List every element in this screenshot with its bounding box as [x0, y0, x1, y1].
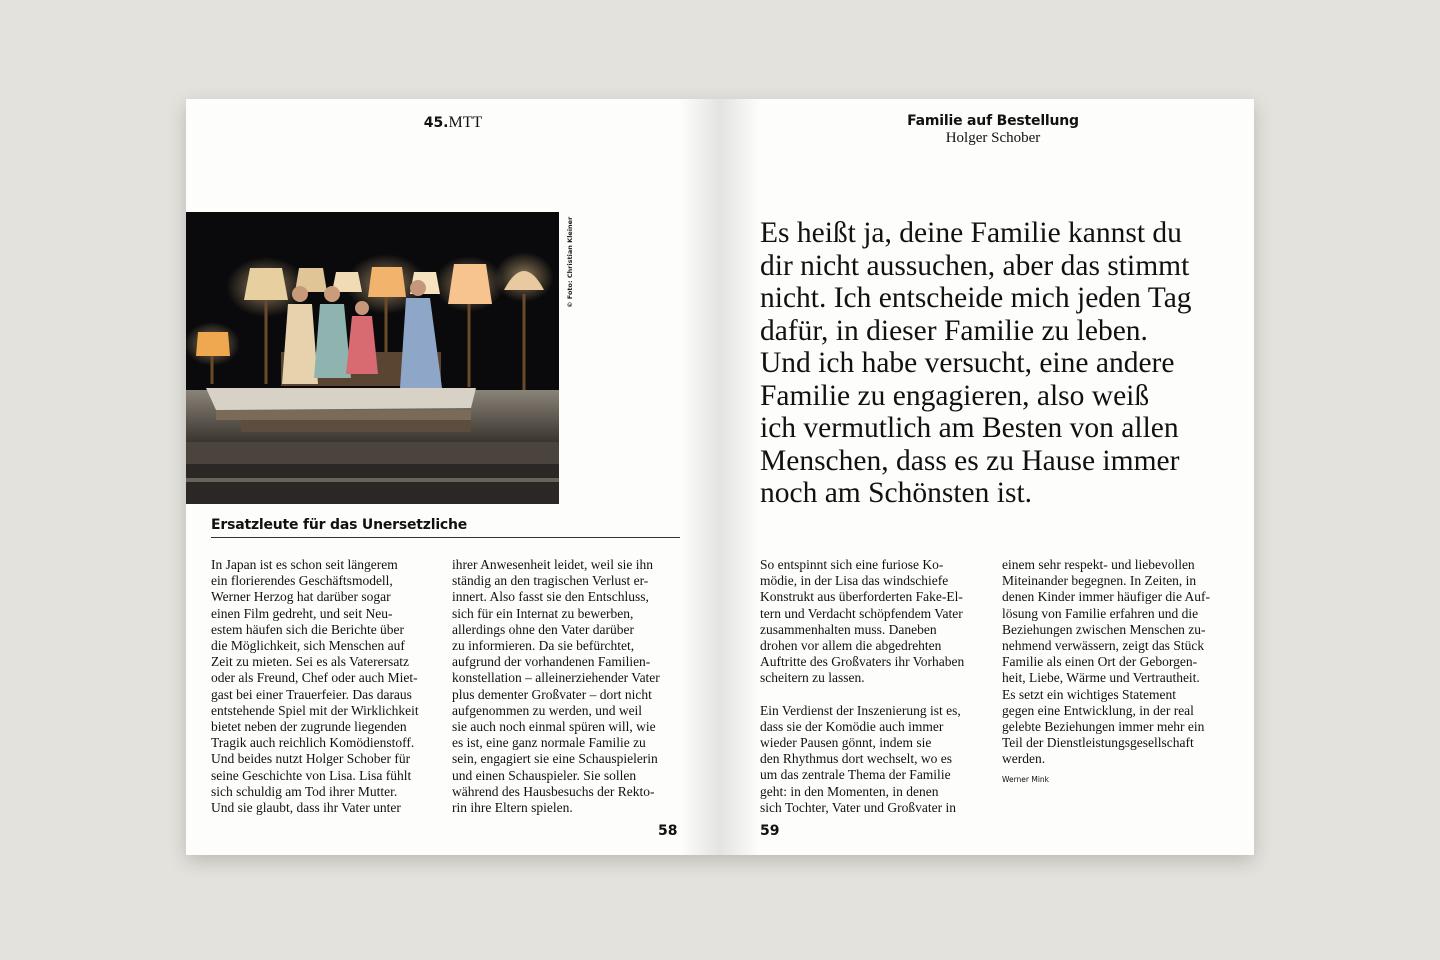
left-running-head	[186, 114, 720, 132]
text-line: estem häufen sich die Berichte über	[211, 621, 405, 637]
text-line: Und sie glaubt, dass ihr Vater unter	[211, 800, 401, 816]
text-line: gelebte Beziehungen immer mehr ein	[1002, 719, 1205, 735]
text-line: heit, Liebe, Wärme und Vertrautheit.	[1002, 670, 1200, 686]
text-line: seine Geschichte von Lisa. Lisa fühlt	[211, 767, 412, 783]
text-line: konstellation – alleinerziehender Vater	[452, 670, 660, 686]
text-line: während des Hausbesuchs der Rekto-	[452, 783, 655, 799]
text-line: es ist, eine ganz normale Familie zu	[452, 735, 646, 751]
quote-line: nicht. Ich entscheide mich jeden Tag	[760, 282, 1192, 314]
text-line: einem sehr respekt- und liebevollen	[1002, 557, 1195, 572]
author-signature: Werner Mink	[1002, 774, 1050, 784]
text-line: allerdings ohne den Vater darüber	[452, 621, 634, 637]
text-line: sich Tochter, Vater und Großvater in	[760, 799, 956, 815]
text-line: bietet neben der zugrunde liegenden	[211, 719, 407, 735]
text-line: ihrer Anwesenheit leidet, weil sie ihn	[452, 557, 653, 572]
text-line: So entspinnt sich eine furiose Ko-	[760, 557, 944, 572]
text-line: einen Film gedreht, und seit Neu-	[211, 605, 393, 621]
quote-line: Familie zu engagieren, also weiß	[760, 379, 1150, 412]
text-line: ein florierendes Geschäftsmodell,	[211, 573, 393, 589]
text-line: sich für ein Internat zu bewerben,	[452, 605, 634, 621]
text-line: Zeit zu mieten. Sei es als Vaterersatz	[211, 654, 410, 670]
photo-credit: © Foto: Christian Kleiner	[566, 216, 574, 308]
page-number-right: 59	[760, 823, 780, 839]
text-line: Und beides nutzt Holger Schober für	[211, 751, 411, 767]
stage-photo	[186, 212, 559, 504]
text-line: innert. Also fasst sie den Entschluss,	[452, 589, 649, 605]
article-title: Familie auf Bestellung	[907, 113, 1079, 129]
text-line: lösung von Familie erfahren und die	[1002, 605, 1199, 621]
text-line: Es setzt ein wichtiges Statement	[1002, 686, 1176, 702]
text-line: sein, engagiert sie eine Schauspielerin	[452, 751, 658, 767]
text-line: Teil der Dienstleistungsgesellschaft	[1002, 735, 1194, 751]
text-line: rin ihre Eltern spielen.	[452, 800, 573, 816]
pull-quote	[760, 217, 1240, 510]
quote-line: Menschen, dass es zu Hause immer	[760, 444, 1180, 477]
text-line: und einen Schauspieler. Sie sollen	[452, 767, 637, 783]
magazine-spread	[186, 99, 1254, 855]
text-line: scheitern zu lassen.	[760, 670, 865, 686]
quote-line: Und ich habe versucht, eine andere	[760, 347, 1175, 379]
text-line: gegen eine Entwicklung, in der real	[1002, 702, 1194, 718]
left-page	[186, 99, 720, 855]
right-page	[720, 99, 1254, 855]
text-line: sie auch noch einmal spüren will, wie	[452, 719, 656, 735]
text-line: geht: in den Momenten, in denen	[760, 783, 939, 799]
text-line: Ein Verdienst der Inszenierung ist es,	[760, 702, 961, 718]
right-running-head	[720, 113, 1254, 146]
quote-line: Es heißt ja, deine Familie kannst du	[760, 217, 1182, 249]
text-line: Tragik auch reichlich Komödienstoff.	[211, 735, 415, 751]
text-line: entstehende Spiel mit der Wirklichkeit	[211, 702, 419, 718]
text-line: Werner Herzog hat darüber sogar	[211, 589, 391, 605]
text-line: denen Kinder immer häufiger die Auf-	[1002, 589, 1211, 605]
text-line: gast bei einer Trauerfeier. Das daraus	[211, 686, 412, 702]
quote-line: dir nicht aussuchen, aber das stimmt	[760, 249, 1190, 282]
left-column-2	[452, 557, 660, 816]
text-line: In Japan ist es schon seit längerem	[211, 557, 398, 572]
magazine-name: MTT	[448, 114, 483, 131]
text-line: wieder Pausen gönnt, indem sie	[760, 735, 932, 751]
quote-line: ich vermutlich am Besten von allen	[760, 412, 1179, 444]
text-line: die Möglichkeit, sich Menschen auf	[211, 638, 405, 654]
text-line: zusammenhalten muss. Daneben	[760, 621, 937, 637]
text-line: Auftritte des Großvaters ihr Vorhaben	[760, 654, 965, 670]
text-line: werden.	[1002, 751, 1046, 767]
text-line: um das zentrale Thema der Familie	[760, 767, 951, 783]
text-line: tern und Verdacht schöpfendem Vater	[760, 605, 963, 621]
text-line: den Rhythmus dort wechselt, wo es	[760, 751, 952, 767]
text-line: drohen vor allem die abgedrehten	[760, 638, 942, 654]
text-line: oder als Freund, Chef oder auch Miet-	[211, 670, 418, 686]
text-line: Familie als einen Ort der Geborgen-	[1002, 654, 1198, 670]
right-column-2	[1002, 557, 1210, 788]
text-line: aufgenommen zu werden, und weil	[452, 702, 643, 718]
quote-line: dafür, in dieser Familie zu leben.	[760, 314, 1148, 347]
text-line: mödie, in der Lisa das windschiefe	[760, 573, 949, 589]
text-line: Beziehungen zwischen Menschen zu-	[1002, 621, 1206, 637]
text-line: plus dementer Großvater – dort nicht	[452, 686, 652, 702]
text-line: Miteinander begegnen. In Zeiten, in	[1002, 573, 1197, 589]
right-column-1	[760, 557, 964, 816]
text-line: dass sie der Komödie auch immer	[760, 718, 944, 734]
text-line: ständig an den tragischen Verlust er-	[452, 573, 649, 589]
text-line: Konstrukt aus überforderten Fake-El-	[760, 589, 963, 605]
left-column-1	[211, 557, 419, 816]
page-number-left: 58	[658, 823, 678, 839]
quote-line: noch am Schönsten ist.	[760, 477, 1033, 509]
text-line: nehmend verwässern, zeigt das Stück	[1002, 638, 1205, 654]
text-line: zu informieren. Da sie befürchtet,	[452, 638, 635, 654]
text-line: aufgrund der vorhandenen Familien-	[452, 654, 651, 670]
section-heading: Ersatzleute für das Unersetzliche	[211, 517, 680, 538]
text-line: sich schuldig am Tod ihrer Mutter.	[211, 783, 398, 799]
issue-number: 45.	[423, 115, 449, 131]
article-author: Holger Schober	[945, 130, 1041, 146]
